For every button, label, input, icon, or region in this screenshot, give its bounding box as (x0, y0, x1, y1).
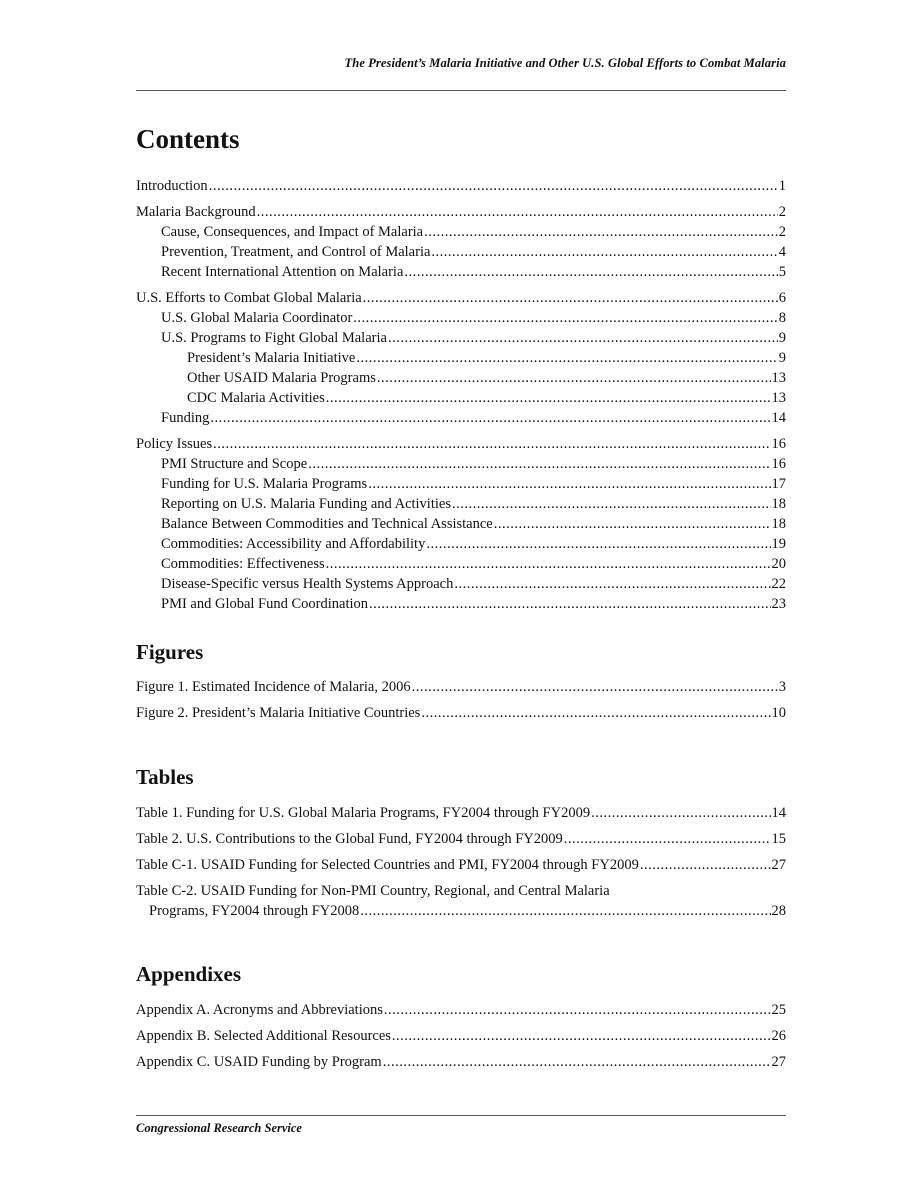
toc-entry-title-line2: Programs, FY2004 through FY2008 (149, 903, 360, 919)
toc-entry-title: Funding (161, 410, 210, 426)
toc-entry-page: 27 (771, 857, 786, 873)
toc-entry-title: Prevention, Treatment, and Control of Malaria (161, 244, 431, 260)
appendix-entry-c[interactable] (136, 1052, 786, 1072)
leader-dots (356, 348, 777, 368)
leader-dots (640, 855, 771, 875)
toc-entry-global-fund-coordination[interactable] (136, 594, 786, 614)
running-header: The President’s Malaria Initiative and Other U.S. Global Efforts to Combat Malaria (344, 56, 786, 70)
leader-dots (368, 474, 770, 494)
leader-dots (452, 494, 771, 514)
figures-list (136, 677, 786, 723)
toc-entry-title: Other USAID Malaria Programs (187, 370, 376, 386)
leader-dots (454, 574, 770, 594)
toc-entry-page: 13 (771, 370, 786, 386)
toc-entry-page: 13 (771, 390, 786, 406)
toc-entry-page: 16 (771, 456, 786, 472)
leader-dots (494, 514, 771, 534)
appendix-entry-a[interactable] (136, 1000, 786, 1020)
footer-publisher: Congressional Research Service (136, 1121, 302, 1135)
toc-entry-title: Appendix B. Selected Additional Resources (136, 1028, 391, 1044)
footer-rule (136, 1115, 786, 1116)
toc-entry-us-efforts[interactable] (136, 288, 786, 308)
toc-entry-title-line1: Table C-2. USAID Funding for Non-PMI Country, Regional, and Central Malaria (136, 883, 610, 899)
appendixes-list (136, 1000, 786, 1072)
toc-entry-title: Commodities: Effectiveness (161, 556, 325, 572)
toc-entry-balance[interactable] (136, 514, 786, 534)
toc-entry-policy-issues[interactable] (136, 434, 786, 454)
toc-entry-reporting[interactable] (136, 494, 786, 514)
toc-entry-title: Reporting on U.S. Malaria Funding and Activities (161, 496, 451, 512)
toc-entry-title: U.S. Global Malaria Coordinator (161, 310, 353, 326)
toc-entry-title: Appendix A. Acronyms and Abbreviations (136, 1002, 383, 1018)
toc-entry-page: 22 (771, 576, 786, 592)
toc-entry-disease-specific[interactable] (136, 574, 786, 594)
leader-dots (591, 803, 770, 823)
toc-entry-title: Policy Issues (136, 436, 213, 452)
header-rule (136, 90, 786, 91)
toc-entry-title: Disease-Specific versus Health Systems Approach (161, 576, 454, 592)
table-entry-1[interactable] (136, 803, 786, 823)
toc-entry-page: 10 (771, 705, 786, 721)
leader-dots (424, 222, 778, 242)
appendixes-heading: Appendixes (136, 962, 242, 986)
table-entry-c1[interactable] (136, 855, 786, 875)
toc-entry-page: 27 (771, 1054, 786, 1070)
toc-entry-page: 25 (771, 1002, 786, 1018)
leader-dots (213, 434, 770, 454)
figures-heading: Figures (136, 640, 204, 664)
toc-entry-title: PMI Structure and Scope (161, 456, 308, 472)
toc-entry-title: Balance Between Commodities and Technical Assistance (161, 516, 493, 532)
toc-entry-title: Table C-1. USAID Funding for Selected Countries and PMI, FY2004 through FY2009 (136, 857, 639, 873)
leader-dots (326, 388, 771, 408)
toc-entry-title: CDC Malaria Activities (187, 390, 325, 406)
appendix-entry-b[interactable] (136, 1026, 786, 1046)
toc-entry-page: 15 (771, 831, 786, 847)
toc-entry-introduction[interactable] (136, 176, 786, 196)
leader-dots (426, 534, 770, 554)
toc-entry-malaria-background[interactable] (136, 202, 786, 222)
leader-dots (308, 454, 770, 474)
toc-entry-title: Table 1. Funding for U.S. Global Malaria Programs, FY2004 through FY2009 (136, 805, 591, 821)
toc-entry-malaria-coordinator[interactable] (136, 308, 786, 328)
toc-entry-funding-programs[interactable] (136, 474, 786, 494)
toc-entry-cdc-activities[interactable] (136, 388, 786, 408)
toc-entry-title: Malaria Background (136, 204, 256, 220)
leader-dots (431, 242, 777, 262)
toc-entry-pmi-structure[interactable] (136, 454, 786, 474)
leader-dots (404, 262, 777, 282)
toc-entry-title: Introduction (136, 178, 208, 194)
contents-heading: Contents (136, 124, 240, 154)
toc-entry-funding[interactable] (136, 408, 786, 428)
toc-entry-other-usaid[interactable] (136, 368, 786, 388)
leader-dots (360, 901, 770, 921)
toc-entry-page: 3 (778, 679, 786, 695)
toc-entry-prevention-treatment[interactable] (136, 242, 786, 262)
toc-entry-effectiveness[interactable] (136, 554, 786, 574)
leader-dots (392, 1026, 771, 1046)
toc-entry-page: 4 (778, 244, 786, 260)
table-entry-c2[interactable] (136, 881, 786, 921)
toc-entry-page: 28 (771, 903, 786, 919)
leader-dots (369, 594, 770, 614)
figure-entry-2[interactable] (136, 703, 786, 723)
toc-entry-page: 19 (771, 536, 786, 552)
toc-entry-page: 18 (771, 496, 786, 512)
toc-entry-accessibility[interactable] (136, 534, 786, 554)
toc-entry-title: Commodities: Accessibility and Affordability (161, 536, 426, 552)
leader-dots (257, 202, 778, 222)
toc-entry-title: President’s Malaria Initiative (187, 350, 356, 366)
leader-dots (209, 176, 778, 196)
toc-entry-title: U.S. Programs to Fight Global Malaria (161, 330, 387, 346)
toc-entry-title: Figure 2. President’s Malaria Initiative Countries (136, 705, 421, 721)
toc-entry-page: 9 (778, 330, 786, 346)
toc-entry-title: U.S. Efforts to Combat Global Malaria (136, 290, 362, 306)
toc-entry-page: 14 (771, 805, 786, 821)
tables-heading: Tables (136, 765, 194, 789)
leader-dots (388, 328, 778, 348)
toc-entry-title: Table 2. U.S. Contributions to the Global Fund, FY2004 through FY2009 (136, 831, 563, 847)
toc-entry-page: 9 (778, 350, 786, 366)
toc-entry-title: PMI and Global Fund Coordination (161, 596, 369, 612)
toc-entry-page: 8 (778, 310, 786, 326)
tables-list (136, 803, 786, 921)
toc-entry-page: 26 (771, 1028, 786, 1044)
toc-entry-page: 17 (771, 476, 786, 492)
toc-entry-page: 20 (771, 556, 786, 572)
leader-dots (383, 1052, 771, 1072)
toc-entry-page: 6 (778, 290, 786, 306)
leader-dots (377, 368, 771, 388)
toc-entry-page: 2 (778, 204, 786, 220)
toc-entry-us-programs[interactable] (136, 328, 786, 348)
toc-entry-page: 2 (778, 224, 786, 240)
leader-dots (384, 1000, 771, 1020)
table-entry-2[interactable] (136, 829, 786, 849)
toc-entry-title: Cause, Consequences, and Impact of Malaria (161, 224, 424, 240)
toc-entry-cause-consequences[interactable] (136, 222, 786, 242)
toc-entry-page: 23 (771, 596, 786, 612)
leader-dots (326, 554, 771, 574)
figure-entry-1[interactable] (136, 677, 786, 697)
toc-entry-page: 1 (778, 178, 786, 194)
toc-entry-title: Recent International Attention on Malaria (161, 264, 404, 280)
toc-entry-international-attention[interactable] (136, 262, 786, 282)
toc-entry-pmi[interactable] (136, 348, 786, 368)
leader-dots (353, 308, 777, 328)
leader-dots (210, 408, 770, 428)
toc-entry-page: 18 (771, 516, 786, 532)
toc-entry-page: 16 (771, 436, 786, 452)
toc-entry-title: Funding for U.S. Malaria Programs (161, 476, 368, 492)
leader-dots (412, 677, 778, 697)
leader-dots (564, 829, 771, 849)
leader-dots (363, 288, 778, 308)
toc-entry-page: 5 (778, 264, 786, 280)
toc-entry-title: Appendix C. USAID Funding by Program (136, 1054, 382, 1070)
leader-dots (421, 703, 770, 723)
contents-list (136, 176, 786, 614)
toc-entry-title: Figure 1. Estimated Incidence of Malaria, 2006 (136, 679, 411, 695)
toc-entry-page: 14 (771, 410, 786, 426)
